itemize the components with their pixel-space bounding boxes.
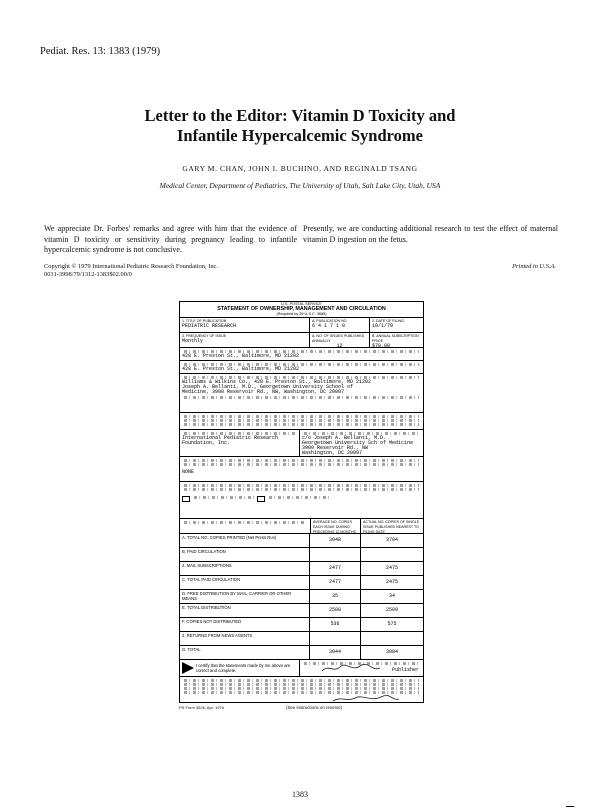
editor-line-2: Medicine, 3900 Reservoir Rd., NW, Washington, DC 20007 [182, 389, 345, 395]
owner-address-3: 3900 Reservoir Rd., NW [302, 445, 369, 451]
filing-date: 10/1/79 [372, 323, 394, 329]
circulation-row [180, 617, 423, 631]
author-affiliation: Medical Center, Department of Pediatrics, The University of Utah, Salt Lake City, Utah, USA [159, 181, 441, 190]
owner-name-2: Foundation, Inc. [182, 440, 231, 446]
publication-title: PEDIATRIC RESEARCH [182, 323, 237, 329]
circulation-single-value [361, 548, 423, 561]
circulation-row-label: A. TOTAL NO. COPIES PRINTED (Net Press Run) [180, 534, 310, 547]
circulation-single-value: 2509 [385, 607, 398, 613]
circulation-row [180, 533, 423, 547]
circulation-row [180, 575, 423, 589]
owner-name: International Pediatric Research [182, 435, 279, 441]
signature-scribble [320, 664, 400, 673]
signer-title: Publisher [391, 667, 419, 673]
circulation-single-value: 34 [388, 593, 395, 599]
circulation-single-value: 2475 [385, 579, 398, 585]
checkbox-not-changed [182, 496, 190, 502]
circulation-single-value: 2475 [385, 565, 398, 571]
circulation-row [180, 561, 423, 575]
circulation-average-value [310, 632, 361, 645]
circulation-row [180, 603, 423, 617]
circulation-average-value: 2477 [310, 562, 361, 575]
copyright-notice [44, 263, 218, 279]
body-column-left: We appreciate Dr. Forbes' remarks and agree with him that the evidence of vitamin D toxicity or sensitivity during pregnancy leading to infantile hypercalcemic syndrome is not conclusive. [44, 224, 297, 254]
owner-address-2: Georgetown University Sch of Medicine [302, 440, 414, 446]
column-header-single: ACTUAL NO. COPIES OF SINGLE ISSUE PUBLISHED NEAREST TO FILING DATE [363, 520, 420, 534]
owner-address-4: Washington, DC 20007 [302, 450, 363, 456]
circulation-row-label: D. FREE DISTRIBUTION BY MAIL, CARRIER OR OTHER MEANS [180, 590, 310, 603]
journal-citation: Pediat. Res. 13: 1383 (1979) [40, 46, 161, 57]
circulation-row-label: G. TOTAL [180, 646, 310, 659]
column-header-average: AVERAGE NO. COPIES EACH ISSUE DURING PRECEDING 12 MONTHS [311, 519, 361, 533]
copyright-line-1: Copyright © 1979 International Pediatric Research Foundation, Inc. [44, 263, 218, 270]
checkbox-has-changed [257, 496, 265, 502]
issue-frequency: Monthly [182, 338, 204, 344]
circulation-average-value: 2508 [310, 604, 361, 617]
subscription-price: $70.00 [372, 343, 391, 349]
issues-annually: 12 [336, 343, 343, 349]
bondholders-value: NONE [182, 469, 195, 475]
publication-number: 6 4 1 7 1 0 [312, 323, 346, 329]
signature-scribble-2 [331, 695, 401, 703]
copyright-line-2: 0031-3998/79/1312-1383$02.00/0 [44, 271, 132, 278]
circulation-row-label: B. PAID CIRCULATION [180, 548, 310, 561]
certify-text: I certify that the statements made by me above are correct and complete. [196, 663, 291, 673]
circulation-row-label: 2. RETURNS FROM NEWS AGENTS [180, 632, 310, 645]
title-line-1: Letter to the Editor: Vitamin D Toxicity and [144, 106, 456, 125]
ownership-statement-form: U.S. POSTAL SERVICE STATEMENT OF OWNERSHIP, MANAGEMENT AND CIRCULATION (Required by 39 U.S.C. 3685) 1. TITLE OF PUBLICATION PEDIATRIC RESEARCH A. PUBLICATION NO. 6 4 1 7 1 0 2. DATE OF FILING 10/1/79 3. FREQUENCY OF ISSUE Monthly A. NO. OF ISSUES PUBLISHED ANNUALLY 12 B. ANNUAL SUBSCRIPTION PRICE $70.00 428 E. Preston St., Baltimore, MD 21202 428 E. Preston St., Baltimore, MD 21202 Williams & Wilkins Co., 428 E. Preston St., Baltimore, MD 21202 Joseph A. Bellanti, M.D., Georgetown University School of Medicine, 3900 Reservoir Rd., NW, Washington, DC 20007 International Pediatric Research Foundation, Inc. c/o Joseph A. Bellanti, M.D. Georgetown University Sch of Medicine 3900 Reservoir Rd., NW Washington, DC 20007 NONE AVERAGE NO. COPIES EACH ISSUE DURING PRECEDING 12 MONTHS ACTUAL NO. COPIES OF SINGLE ISSUE PUBLISHED NEAREST TO FILING DATE A. TOTAL NO. COPIES PRINTED (Net Press Run) 3048 3704 B. PAID CIRCULATION 2. MAIL SUBSCRIPTIONS 2477 2475 C. TOTAL PAID CIRCULATION 2477 2475 D. FREE DISTRIBUTION BY MAIL, CARRIER OR OTHER MEANS 35 34 E. TOTAL DISTRIBUTION 2508 2509 F. COPIES NOT DISTRIBUTED 536 575 2. RETURNS FROM NEWS AGENTS G. TOTAL 3044 3084 I certify that the statements made by me above are correct and complete. Publisher [179, 301, 424, 703]
page-number: 1383 [292, 790, 308, 799]
corner-mark [566, 806, 574, 807]
form-heading: STATEMENT OF OWNERSHIP, MANAGEMENT AND CIRCULATION [217, 306, 386, 312]
publisher-line: Williams & Wilkins Co., 428 E. Preston St., Baltimore, MD 21202 [182, 379, 372, 385]
editor-line: Joseph A. Bellanti, M.D., Georgetown University School of [182, 384, 354, 390]
circulation-average-value [310, 548, 361, 561]
circulation-average-value: 3044 [310, 646, 361, 659]
circulation-row [180, 547, 423, 561]
printed-in-note: Printed in U.S.A. [512, 263, 556, 270]
circulation-row [180, 645, 423, 659]
title-line-2: Infantile Hypercalcemic Syndrome [177, 126, 423, 145]
form-subheading: (Required by 39 U.S.C. 3685) [276, 312, 327, 316]
office-address: 428 E. Preston St., Baltimore, MD 21202 [182, 353, 300, 359]
circulation-row-label: F. COPIES NOT DISTRIBUTED [180, 618, 310, 631]
circulation-single-value: 3084 [385, 649, 398, 655]
circulation-row [180, 589, 423, 603]
body-column-right: Presently, we are conducting additional research to test the effect of maternal vitamin D ingestion on the fetus. [303, 224, 558, 244]
headquarters-address: 428 E. Preston St., Baltimore, MD 21202 [182, 366, 300, 372]
circulation-average-value: 2477 [310, 576, 361, 589]
circulation-average-value: 35 [310, 590, 361, 603]
circulation-single-value: 3704 [385, 537, 398, 543]
circulation-single-value: 575 [387, 621, 397, 627]
circulation-row-label: C. TOTAL PAID CIRCULATION [180, 576, 310, 589]
author-list: GARY M. CHAN, JOHN I. BUCHINO, AND REGINALD TSANG [182, 164, 418, 173]
circulation-row-label: 2. MAIL SUBSCRIPTIONS [180, 562, 310, 575]
arrow-marker-icon [182, 662, 194, 674]
circulation-row-label: E. TOTAL DISTRIBUTION [180, 604, 310, 617]
circulation-single-value [361, 632, 423, 645]
form-instructions-note: (See instructions on reverse) [286, 705, 343, 710]
circulation-average-value: 536 [310, 618, 361, 631]
article-title [0, 106, 600, 146]
form-number: PS Form 3526, Apr. 1976 [179, 705, 224, 710]
circulation-average-value: 3048 [310, 534, 361, 547]
owner-address: c/o Joseph A. Bellanti, M.D. [302, 435, 387, 441]
circulation-row [180, 631, 423, 645]
form-agency: U.S. POSTAL SERVICE [281, 302, 322, 306]
